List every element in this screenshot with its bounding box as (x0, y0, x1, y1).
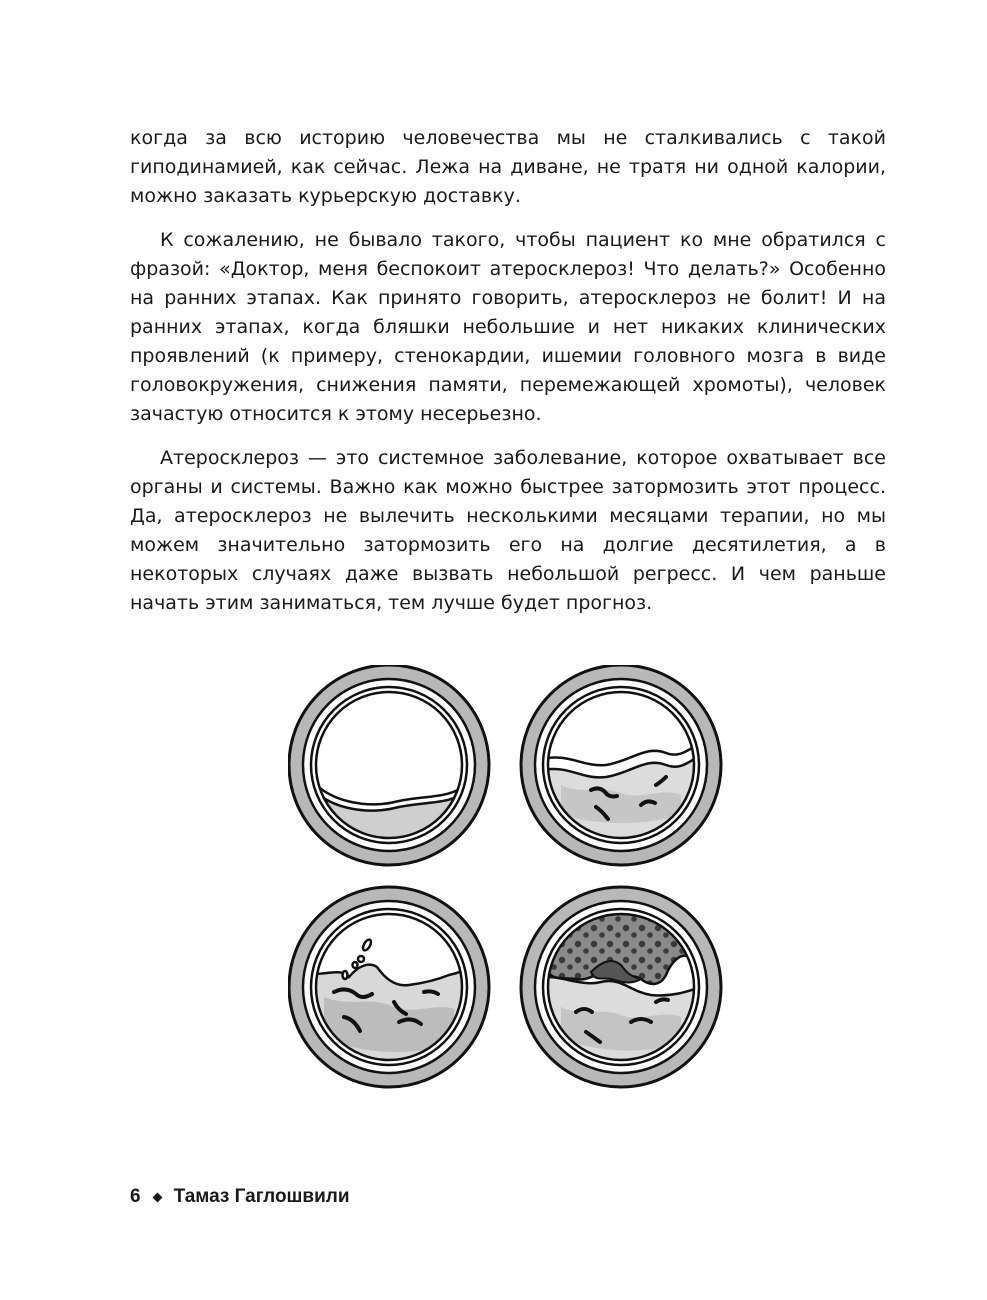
page-footer (130, 1186, 350, 1208)
page-number: 6 (130, 1186, 141, 1207)
diamond-bullet-icon (152, 1192, 162, 1202)
body-text (130, 124, 886, 633)
author-name: Тамаз Гаглошвили (173, 1186, 350, 1207)
stage-1-vessel (289, 665, 489, 865)
stage-4-vessel (521, 887, 721, 1087)
atherosclerosis-stages-illustration (288, 665, 728, 1090)
stage-3-vessel (289, 887, 489, 1087)
stage-2-vessel (521, 665, 721, 865)
paragraph-3: Атеросклероз — это системное заболевание, которое охватывает все органы и системы. Важно как можно быстрее затормозить этот процесс. Да, атеросклероз не вылечить несколькими месяцами терапии, но мы можем значительно затормозить его на долгие десятилетия, а в некоторых случаях даже вызвать небольшой регресс. И чем раньше начать этим заниматься, тем лучше будет прогноз. (130, 447, 886, 614)
paragraph-1: когда за всю историю человечества мы не сталкивались с такой гиподинамией, как сейчас. Лежа на диване, не тратя ни одной калории, можно заказать курьерскую доставку. (130, 127, 886, 207)
paragraph-2: К сожалению, не бывало такого, чтобы пациент ко мне обратился с фразой: «Доктор, меня беспокоит атеросклероз! Что делать?» Особенно на ранних этапах. Как принято говорить, атеросклероз не болит! И на ранних этапах, когда бляшки небольшие и нет никаких клинических проявлений (к примеру, стенокардии, ишемии головного мозга в виде головокружения, снижения памяти, перемежающей хромоты), человек зачастую относится к этому несерьезно. (130, 229, 886, 425)
